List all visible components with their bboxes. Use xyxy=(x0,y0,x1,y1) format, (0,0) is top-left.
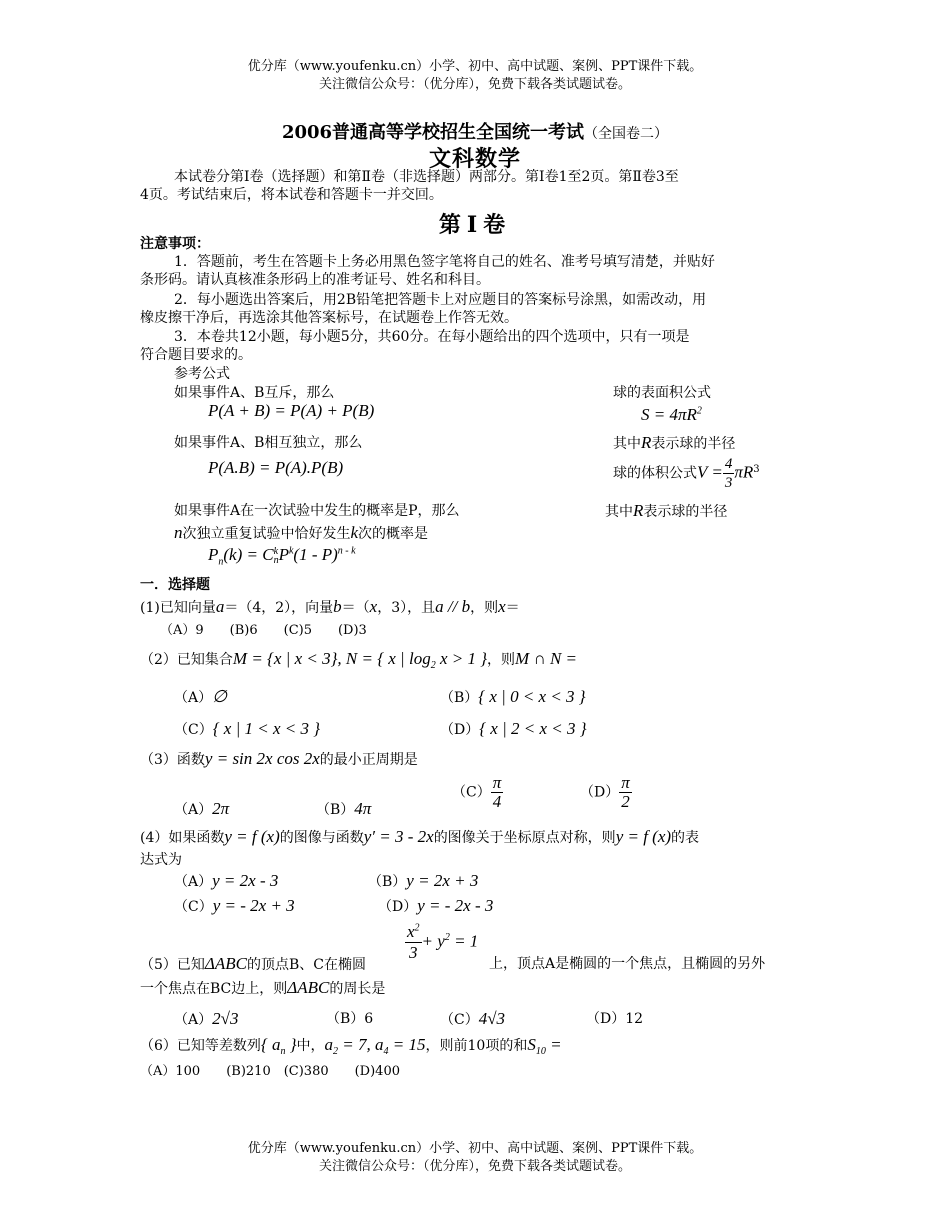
var-n: n xyxy=(174,523,183,542)
q5-e: 的周长是 xyxy=(329,981,386,997)
question-6-stem xyxy=(140,1036,562,1061)
formula-independent: P(A.B) = P(A).P(B) xyxy=(208,458,344,477)
q3-opt-c-den: 4 xyxy=(492,792,502,811)
q6-sum: S xyxy=(527,1035,536,1054)
sv-label: 球的体积公式 xyxy=(613,465,697,482)
formula-exclusive-label: 如果事件A、B互斥，那么 xyxy=(174,385,335,401)
q6-sum-sub: 10 xyxy=(535,1045,546,1057)
q5-opt-a-label: （A） xyxy=(174,1012,213,1028)
sv-frac xyxy=(723,455,735,492)
question-1-options: （A）9 (B)6 (C)5 (D)3 xyxy=(160,623,367,638)
var-k: k xyxy=(350,523,359,542)
rn1-a: 其中 xyxy=(613,436,641,452)
bf-arg: (k) = C xyxy=(223,545,274,564)
q2-option-d xyxy=(440,720,587,739)
rn1-r: R xyxy=(641,433,652,452)
q6-c: ，则前10项的和 xyxy=(425,1038,528,1054)
sphere-volume xyxy=(613,455,760,492)
q5-b: 的顶点B、C在椭圆 xyxy=(247,957,367,973)
q5-ell-num-sup: 2 xyxy=(414,922,420,934)
header-line-1: 优分库（www.youfenku.cn）小学、初中、高中试题、案例、PPT课件下载。 xyxy=(247,59,703,74)
q3-opt-d-den: 2 xyxy=(621,792,630,811)
bf-tail: (1 - P) xyxy=(293,545,338,564)
notice-item-1b: 条形码。请认真核准条形码上的准考证号、姓名和科目。 xyxy=(140,272,490,288)
q2-set: M = {x | x < 3}, N = { x | log xyxy=(232,649,431,668)
q4-a: (4）如果函数 xyxy=(140,830,225,846)
q4-g: y′ = 3 - 2x xyxy=(363,827,434,846)
q4-f2: y = f (x) xyxy=(615,827,672,846)
q1-c: ＝（ xyxy=(341,600,370,616)
q5-ell-tail: + y xyxy=(421,931,445,951)
q6-cond-a-sub: 2 xyxy=(333,1045,339,1057)
radius-note-1 xyxy=(613,434,735,453)
q4-option-d xyxy=(378,897,493,916)
question-4-stem xyxy=(140,828,699,847)
bernoulli-text-c: 次的概率是 xyxy=(358,526,429,542)
q5-ell-frac xyxy=(405,922,422,963)
sa-sup: 2 xyxy=(696,405,702,417)
q6-a: （6）已知等差数列 xyxy=(140,1038,261,1054)
q2-ask: M ∩ N = xyxy=(515,649,578,668)
q6-cond-a: a xyxy=(324,1035,334,1054)
q4-opt-a-label: （A） xyxy=(174,874,213,890)
sv-v: V = xyxy=(697,462,723,482)
q4-b: 的图像与函数 xyxy=(279,830,364,846)
subject-title: 文科数学 xyxy=(428,146,521,172)
q5-tri2: ΔABC xyxy=(287,978,330,997)
q2-opt-a-label: （A） xyxy=(174,690,213,706)
q3-option-c xyxy=(452,774,503,811)
q5-option-c xyxy=(440,1010,505,1029)
notice-item-2a: 2．每小题选出答案后，用2B铅笔把答题卡上对应题目的答案标号涂黑，如需改动，用 xyxy=(174,292,707,308)
q6-cond-tail: = 15 xyxy=(388,1035,426,1054)
q1-f: ＝ xyxy=(505,600,520,616)
q2-opt-b: { x | 0 < x < 3 } xyxy=(478,687,586,706)
sv-sup: 3 xyxy=(753,463,760,475)
q2-opt-c: { x | 1 < x < 3 } xyxy=(212,719,321,738)
bf-tail-sup: n - k xyxy=(337,545,356,557)
question-3-stem xyxy=(140,750,418,769)
q3-option-b xyxy=(316,800,371,819)
footer-line-1: 优分库（www.youfenku.cn）小学、初中、高中试题、案例、PPT课件下载。 xyxy=(247,1141,703,1156)
question-6-options: （A）100 (B)210 (C)380 (D)400 xyxy=(140,1064,400,1079)
sphere-area-label: 球的表面积公式 xyxy=(613,385,711,401)
notice-heading: 注意事项： xyxy=(140,236,210,252)
q1-b: ＝（4，2），向量 xyxy=(224,600,334,616)
footer-line-2: 关注微信公众号：（优分库），免费下载各类试题试卷。 xyxy=(318,1159,631,1174)
question-5-stem-c: 上，顶点A是椭圆的一个焦点，且椭圆的另外 xyxy=(489,956,766,972)
notice-item-2b: 橡皮擦干净后，再选涂其他答案标号，在试题卷上作答无效。 xyxy=(140,310,518,326)
notice-item-3b: 符合题目要求的。 xyxy=(140,347,252,363)
q1-x2: x xyxy=(498,597,506,616)
formula-bernoulli-label: 如果事件A在一次试验中发生的概率是P，那么 xyxy=(174,503,460,519)
q5-ell-eq: = 1 xyxy=(449,931,479,951)
q3-opt-d-frac xyxy=(619,774,632,811)
q5-d: 一个焦点在BC边上，则 xyxy=(140,981,288,997)
q4-d: 的表 xyxy=(671,830,700,846)
exam-title-note: （全国卷二） xyxy=(584,126,669,142)
bf-c-sup: k xyxy=(273,546,279,558)
q3-b: 的最小正周期是 xyxy=(319,752,418,768)
q4-option-b xyxy=(368,872,478,891)
q1-d: ，3），且 xyxy=(377,600,436,616)
q3-option-d xyxy=(580,774,632,811)
q1-e: ，则 xyxy=(470,600,499,616)
q2-a: （2）已知集合 xyxy=(140,652,233,668)
part-one-title: 第Ⅰ卷 xyxy=(438,212,512,238)
section-1-title: 一．选择题 xyxy=(140,577,210,593)
q2-option-b xyxy=(440,688,586,707)
sa-main: S = 4πR xyxy=(641,405,697,424)
q6-sum-tail: = xyxy=(545,1035,562,1054)
q2-set-tail: x > 1 } xyxy=(435,649,488,668)
q2-b: ，则 xyxy=(487,652,516,668)
q4-opt-b-label: （B） xyxy=(368,874,407,890)
formula-bernoulli-line2 xyxy=(174,524,428,543)
q5-ell-den: 3 xyxy=(409,943,418,962)
q4-opt-c-label: （C） xyxy=(174,899,213,915)
rn1-b: 表示球的半径 xyxy=(651,436,736,452)
bf-p-sub: n xyxy=(218,556,224,568)
radius-note-2 xyxy=(605,502,727,521)
q3-opt-b-label: （B） xyxy=(316,802,355,818)
q1-cond: a // b xyxy=(435,597,471,616)
q5-option-a xyxy=(174,1010,238,1029)
q5-ell-tail-sup: 2 xyxy=(444,931,450,943)
q6-b: 中， xyxy=(296,1038,325,1054)
q2-option-a xyxy=(174,688,227,707)
q4-f1: y = f (x) xyxy=(224,827,280,846)
question-1-stem xyxy=(140,598,520,617)
intro-line-2: 4页。考试结束后，将本试卷和答题卡一并交回。 xyxy=(140,187,443,203)
q3-opt-b: 4π xyxy=(354,799,372,818)
formulas-heading: 参考公式 xyxy=(174,366,230,382)
q6-seq-tail: } xyxy=(285,1035,297,1054)
q1-vec-a: a xyxy=(215,597,225,616)
q3-opt-d-label: （D） xyxy=(580,784,620,801)
q1-a: (1)已知向量 xyxy=(140,600,216,616)
q1-x1: x xyxy=(369,597,378,616)
q6-cond-b-sub: 4 xyxy=(383,1045,389,1057)
bf-pp-sup: k xyxy=(288,545,294,557)
q4-opt-c: y = - 2x + 3 xyxy=(212,896,295,915)
q3-opt-c-label: （C） xyxy=(452,784,491,801)
notice-item-3a: 3．本卷共12小题，每小题5分，共60分。在每小题给出的四个选项中，只有一项是 xyxy=(174,329,690,345)
q3-a: （3）函数 xyxy=(140,752,205,768)
rn2-r: R xyxy=(633,501,644,520)
exam-title xyxy=(0,118,950,144)
q5-a: （5）已知 xyxy=(140,957,205,973)
question-5-stem-a xyxy=(140,955,366,974)
sv-tail: πR xyxy=(734,462,754,482)
exam-title-main: 2006普通高等学校招生全国统一考试 xyxy=(281,122,585,143)
q5-opt-c: 4√3 xyxy=(478,1009,506,1028)
q5-option-b: （B）6 xyxy=(326,1011,374,1027)
notice-item-1a: 1．答题前，考生在答题卡上务必用黑色签字笔将自己的姓名、准考号填写清楚，并贴好 xyxy=(174,254,715,270)
q4-opt-b: y = 2x + 3 xyxy=(406,871,479,890)
q2-opt-d-label: （D） xyxy=(440,722,480,738)
q5-opt-a: 2√3 xyxy=(212,1009,239,1028)
formula-independent-label: 如果事件A、B相互独立，那么 xyxy=(174,435,363,451)
question-2-stem xyxy=(140,650,577,675)
q2-option-c xyxy=(174,720,320,739)
bf-c-sub: n xyxy=(273,555,279,567)
q5-tri1: ΔABC xyxy=(204,954,248,973)
sv-den: 3 xyxy=(724,475,733,491)
intro-line-1: 本试卷分第Ⅰ卷（选择题）和第Ⅱ卷（非选择题）两部分。第Ⅰ卷1至2页。第Ⅱ卷3至 xyxy=(174,169,679,185)
q3-option-a xyxy=(174,800,229,819)
q2-opt-a: ∅ xyxy=(212,687,227,706)
q1-vec-b: b xyxy=(333,597,342,616)
q5-option-d: （D）12 xyxy=(586,1011,644,1027)
q4-opt-d: y = - 2x - 3 xyxy=(417,896,494,915)
q2-opt-d: { x | 2 < x < 3 } xyxy=(479,719,587,738)
bernoulli-text-b: 次独立重复试验中恰好发生 xyxy=(182,526,351,542)
q2-opt-c-label: （C） xyxy=(174,722,213,738)
q6-seq: { a xyxy=(260,1035,281,1054)
q4-option-a xyxy=(174,872,278,891)
sphere-area-formula xyxy=(641,405,702,425)
rn2-a: 其中 xyxy=(605,504,633,520)
q2-opt-b-label: （B） xyxy=(440,690,479,706)
sv-num: 4 xyxy=(724,456,733,472)
rn2-b: 表示球的半径 xyxy=(643,504,728,520)
q4-opt-a: y = 2x - 3 xyxy=(212,871,279,890)
q3-opt-c-num: π xyxy=(492,773,502,792)
q5-opt-c-label: （C） xyxy=(440,1012,479,1028)
q4-c: 的图像关于坐标原点对称，则 xyxy=(433,830,616,846)
q6-seq-sub: n xyxy=(280,1045,286,1057)
bf-pp: P xyxy=(278,545,289,564)
q3-opt-a-label: （A） xyxy=(174,802,213,818)
formula-exclusive: P(A + B) = P(A) + P(B) xyxy=(208,401,375,420)
q4-opt-d-label: （D） xyxy=(378,899,418,915)
question-4-stem-2: 达式为 xyxy=(140,852,182,868)
q5-ell-num xyxy=(405,922,422,943)
bf-p: P xyxy=(208,545,219,564)
q5-ell-num-x: x xyxy=(407,922,415,941)
q5-ellipse xyxy=(405,922,478,963)
question-5-stem-d xyxy=(140,979,385,998)
header-line-2: 关注微信公众号：（优分库），免费下载各类试题试卷。 xyxy=(318,77,631,92)
q2-set-sub: 2 xyxy=(430,659,436,671)
q4-option-c xyxy=(174,897,295,916)
q6-cond-mid: = 7, a xyxy=(338,1035,384,1054)
formula-bernoulli xyxy=(208,545,356,567)
q3-opt-a: 2π xyxy=(212,799,230,818)
q3-func: y = sin 2x cos 2x xyxy=(204,749,320,768)
q3-opt-d-num: π xyxy=(621,773,630,792)
q3-opt-c-frac xyxy=(491,774,504,811)
